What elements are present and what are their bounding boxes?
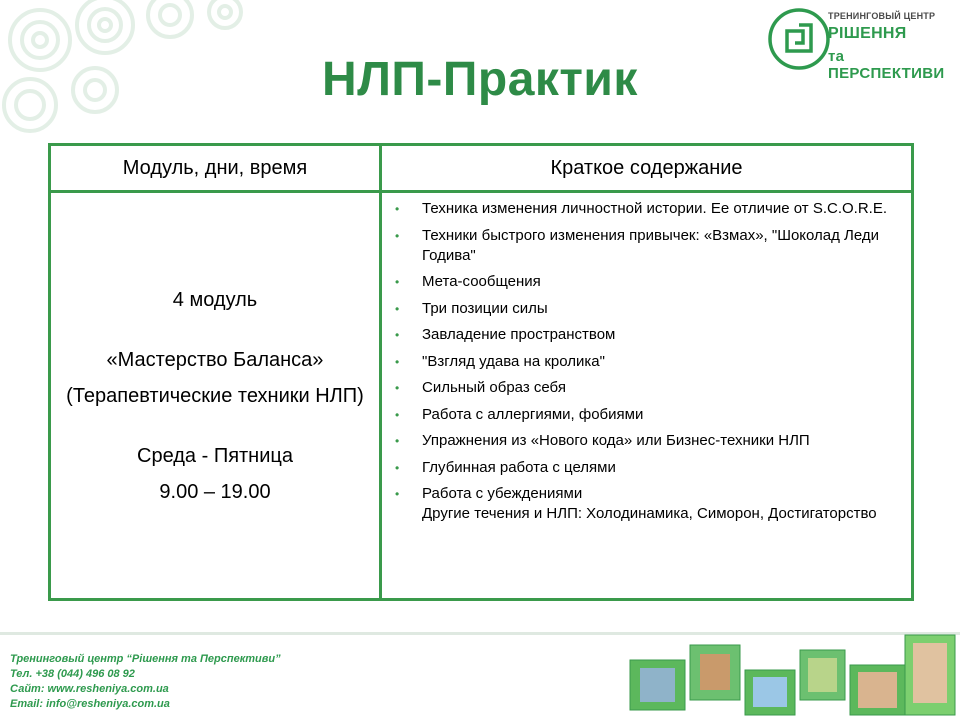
module-time: 9.00 – 19.00 [159,480,271,503]
list-item-text: "Взгляд удава на кролика" [422,352,605,370]
list-item-text: Завладение пространством [422,326,616,343]
footer-center-name: Тренинговый центр “Рішення та Перспективи” [10,653,281,665]
module-number: 4 модуль [172,288,258,311]
list-item-text: Мета-сообщения [422,273,541,290]
content-list [392,199,905,524]
list-item: • Работа с аллергиями, фобиями [395,405,644,423]
module-days: Среда - Пятница [137,444,293,467]
table-row [50,192,913,600]
list-item: • Упражнения из «Нового кода» или Бизнес-техники НЛП [395,432,810,449]
list-item: • Сильный образ себя [395,379,566,396]
module-subtitle: (Терапевтические техники НЛП) [66,384,364,407]
list-item: • Глубинная работа с целями [395,458,616,476]
logo-caption: ТРЕНИНГОВЫЙ ЦЕНТР [828,11,936,21]
list-item-text: Глубинная работа с целями [422,458,616,476]
list-item-text: Три позиции силы [422,299,548,317]
list-item: • Техники быстрого изменения привычек: «Взмах», "Шоколад Леди Годива" [395,226,880,264]
list-item-text: Техники быстрого изменения привычек: «Взмах», "Шоколад Леди Годива" [422,226,880,264]
header-content: Краткое содержание [381,145,913,192]
footer-email-link[interactable]: Email: info@resheniya.com.ua [10,698,170,710]
content-cell [381,192,913,600]
list-item-text: Работа с убеждениями [422,485,583,502]
logo-name-line1: РІШЕННЯ [828,25,907,42]
module-cell [50,192,381,600]
footer-contacts [10,652,281,712]
list-item: • Техника изменения личностной истории. Ее отличие от S.C.O.R.E. [395,200,887,217]
footer-site-link[interactable]: Сайт: www.resheniya.com.ua [10,683,169,695]
list-item-text: Упражнения из «Нового кода» или Бизнес-техники НЛП [422,432,810,449]
list-item: • Работа с убеждениями Другие течения и НЛП: Холодинамика, Симорон, Достигаторство [392,484,905,524]
table-header-row [50,145,913,192]
list-item: • Три позиции силы [395,299,548,317]
list-item: • Завладение пространством [395,326,616,343]
list-item-text: Техника изменения личностной истории. Ее отличие от S.C.O.R.E. [422,200,887,217]
list-item: • Мета-сообщения [395,273,541,290]
page-title: НЛП-Практик [322,53,638,106]
decorative-cubes-image [600,620,960,720]
list-item: • "Взгляд удава на кролика" [395,352,605,370]
list-item-extra: Другие течения и НЛП: Холодинамика, Симорон, Достигаторство [422,505,877,522]
footer-phone: Тел. +38 (044) 496 08 92 [10,668,135,680]
header-module: Модуль, дни, время [50,145,381,192]
module-name: «Мастерство Баланса» [106,348,324,371]
list-item-text: Работа с аллергиями, фобиями [422,405,644,423]
program-table [48,143,914,601]
list-item-text: Сильный образ себя [422,379,566,396]
logo-name-line2: та ПЕРСПЕКТИВИ [828,48,945,82]
